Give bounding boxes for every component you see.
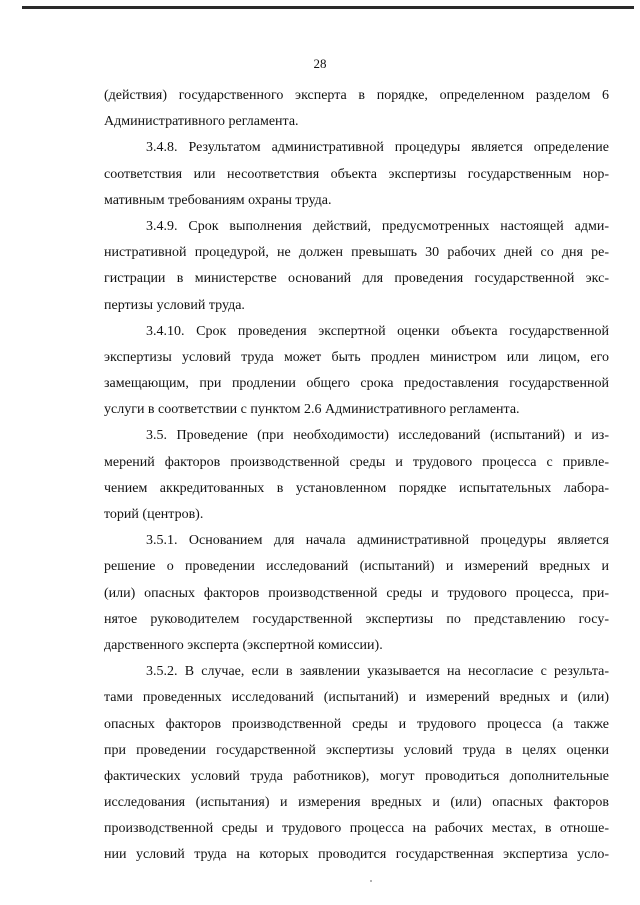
text-line: 3.5.1. Основанием для начала административной процедуры является — [146, 533, 609, 549]
text-line: опасных факторов производственной среды и трудового процесса (а также — [104, 716, 609, 732]
text-line: соответствия или несоответствия объекта экспертизы государственным нор- — [104, 166, 609, 182]
text-line: фактических условий труда работников), могут проводиться дополнительные — [104, 768, 609, 784]
text-line: мерений факторов производственной среды и трудового процесса с привле- — [104, 454, 609, 470]
text-line: 3.4.8. Результатом административной процедуры является определение — [146, 140, 609, 156]
text-line: исследования (испытания) и измерения вредных и (или) опасных факторов — [104, 795, 609, 811]
text-line: решение о проведении исследований (испытаний) и измерений вредных и — [104, 559, 609, 575]
text-line: производственной среды и трудового процесса на рабочих местах, в отноше- — [104, 821, 609, 837]
text-line: Административного регламента. — [104, 114, 299, 130]
text-line: гистрации в министерстве оснований для проведения государственной экс- — [104, 271, 609, 287]
text-line: (или) опасных факторов производственной среды и трудового процесса, при- — [104, 585, 609, 601]
paragraph-3-5-2 — [104, 659, 609, 869]
text-line: замещающим, при продлении общего срока предоставления государственной — [104, 376, 609, 392]
text-line: нии условий труда на которых проводится государственная экспертиза усло- — [104, 847, 609, 863]
document-body — [104, 83, 609, 869]
text-line: пертизы условий труда. — [104, 297, 245, 313]
text-line: чением аккредитованных в установленном порядке испытательных лабора- — [104, 480, 609, 496]
text-line: 3.4.10. Срок проведения экспертной оценки объекта государственной — [146, 323, 609, 339]
text-line: торий (центров). — [104, 507, 204, 522]
paragraph-3-4-9 — [104, 214, 609, 319]
paragraph-3-4-8 — [104, 135, 609, 214]
text-line: тами проведенных исследований (испытаний) и измерений вредных и (или) — [104, 690, 609, 706]
scan-speck — [370, 880, 372, 882]
paragraph-3-5-1 — [104, 528, 609, 659]
text-line: при проведении государственной экспертизы условий труда в целях оценки — [104, 742, 609, 758]
paragraph-continuation — [104, 83, 609, 135]
text-line: нистративной процедурой, не должен превышать 30 рабочих дней со дня ре- — [104, 245, 609, 261]
text-line: 3.5. Проведение (при необходимости) исследований (испытаний) и из- — [146, 428, 609, 444]
paragraph-3-5 — [104, 423, 609, 528]
text-line: услуги в соответствии с пунктом 2.6 Административного регламента. — [104, 402, 520, 418]
text-line: 3.5.2. В случае, если в заявлении указывается на несогласие с результа- — [146, 664, 609, 680]
text-line: мативным требованиям охраны труда. — [104, 192, 332, 208]
text-line: дарственного эксперта (экспертной комиссии). — [104, 637, 383, 653]
paragraph-3-4-10 — [104, 319, 609, 424]
text-line: нятое руководителем государственной экспертизы по представлению госу- — [104, 611, 609, 627]
text-line: (действия) государственного эксперта в порядке, определенном разделом 6 — [104, 88, 609, 103]
top-border-rule — [22, 6, 634, 9]
text-line: экспертизы условий труда может быть продлен министром или лицом, его — [104, 349, 609, 365]
page-number: 28 — [313, 56, 327, 71]
text-line: 3.4.9. Срок выполнения действий, предусмотренных настоящей адми- — [146, 218, 609, 234]
